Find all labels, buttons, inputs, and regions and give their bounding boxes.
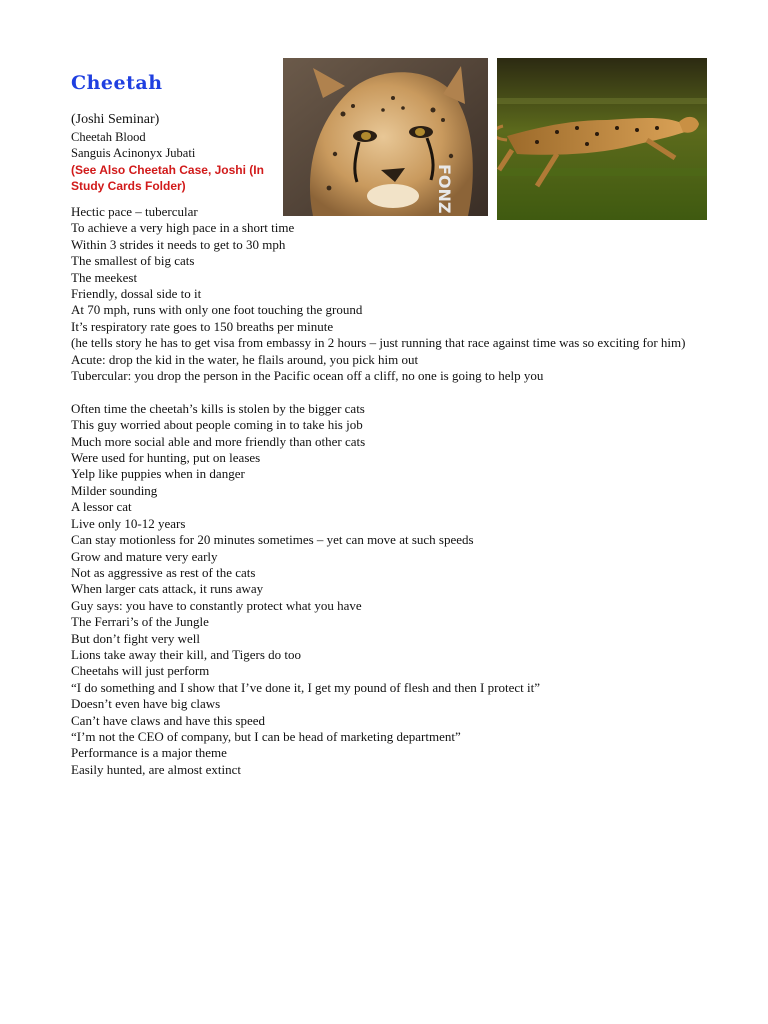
note-line: Can stay motionless for 20 minutes sometimes – yet can move at such speeds <box>71 532 474 548</box>
note-line: Cheetahs will just perform <box>71 663 210 679</box>
note-line: Easily hunted, are almost extinct <box>71 761 242 777</box>
cheetah-running-image <box>497 58 707 220</box>
see-also-note: (See Also Cheetah Case, Joshi (In Study Cards Folder) <box>71 163 264 193</box>
note-line: The meekest <box>71 269 138 285</box>
note-line: When larger cats attack, it runs away <box>71 581 264 597</box>
note-line: A lessor cat <box>71 499 132 515</box>
note-line: To achieve a very high pace in a short time <box>71 220 295 236</box>
note-line: But don’t fight very well <box>71 630 201 646</box>
note-line: Not as aggressive as rest of the cats <box>71 564 256 580</box>
watermark: FONZ <box>435 164 454 214</box>
paragraph-gap <box>71 384 711 400</box>
note-line: This guy worried about people coming in to take his job <box>71 417 363 433</box>
note-line: Hectic pace – tubercular <box>71 204 198 219</box>
page-title: Cheetah <box>71 72 163 94</box>
note-line: Much more social able and more friendly than other cats <box>71 433 366 449</box>
notes-section-2 <box>71 401 711 778</box>
note-line: Performance is a major theme <box>71 745 227 761</box>
note-line: Yelp like puppies when in danger <box>71 466 245 482</box>
remedy-latin-name: Sanguis Acinonyx Jubati <box>71 146 196 160</box>
note-line: (he tells story he has to get visa from embassy in 2 hours – just running that race against time was so exciting for him) <box>71 335 686 351</box>
note-line: Tubercular: you drop the person in the Pacific ocean off a cliff, no one is going to help you <box>71 368 544 384</box>
cheetah-portrait-image <box>283 58 488 216</box>
note-line: Milder sounding <box>71 482 158 498</box>
remedy-common-name: Cheetah Blood <box>71 130 146 144</box>
seminar-label: (Joshi Seminar) <box>71 112 160 127</box>
note-line: Within 3 strides it needs to get to 30 mph <box>71 236 286 252</box>
note-line: The Ferrari’s of the Jungle <box>71 614 209 630</box>
note-line: Were used for hunting, put on leases <box>71 450 261 466</box>
note-line: Live only 10-12 years <box>71 515 186 531</box>
notes-section-1 <box>71 204 711 384</box>
note-line: “I’m not the CEO of company, but I can be head of marketing department” <box>71 728 461 744</box>
header-block <box>71 111 286 194</box>
note-line: Grow and mature very early <box>71 548 218 564</box>
note-line: Lions take away their kill, and Tigers do too <box>71 646 302 662</box>
note-line: It’s respiratory rate goes to 150 breaths per minute <box>71 318 334 334</box>
note-line: The smallest of big cats <box>71 253 195 269</box>
notes-body <box>71 204 711 778</box>
note-line: Guy says: you have to constantly protect what you have <box>71 597 362 613</box>
note-line: “I do something and I show that I’ve done it, I get my pound of flesh and then I protect it” <box>71 679 540 695</box>
note-line: Acute: drop the kid in the water, he flails around, you pick him out <box>71 351 419 367</box>
note-line: Friendly, dossal side to it <box>71 286 202 302</box>
note-line: Can’t have claws and have this speed <box>71 712 265 728</box>
note-line: At 70 mph, runs with only one foot touching the ground <box>71 302 363 318</box>
note-line: Doesn’t even have big claws <box>71 696 221 712</box>
note-line: Often time the cheetah’s kills is stolen by the bigger cats <box>71 400 365 416</box>
